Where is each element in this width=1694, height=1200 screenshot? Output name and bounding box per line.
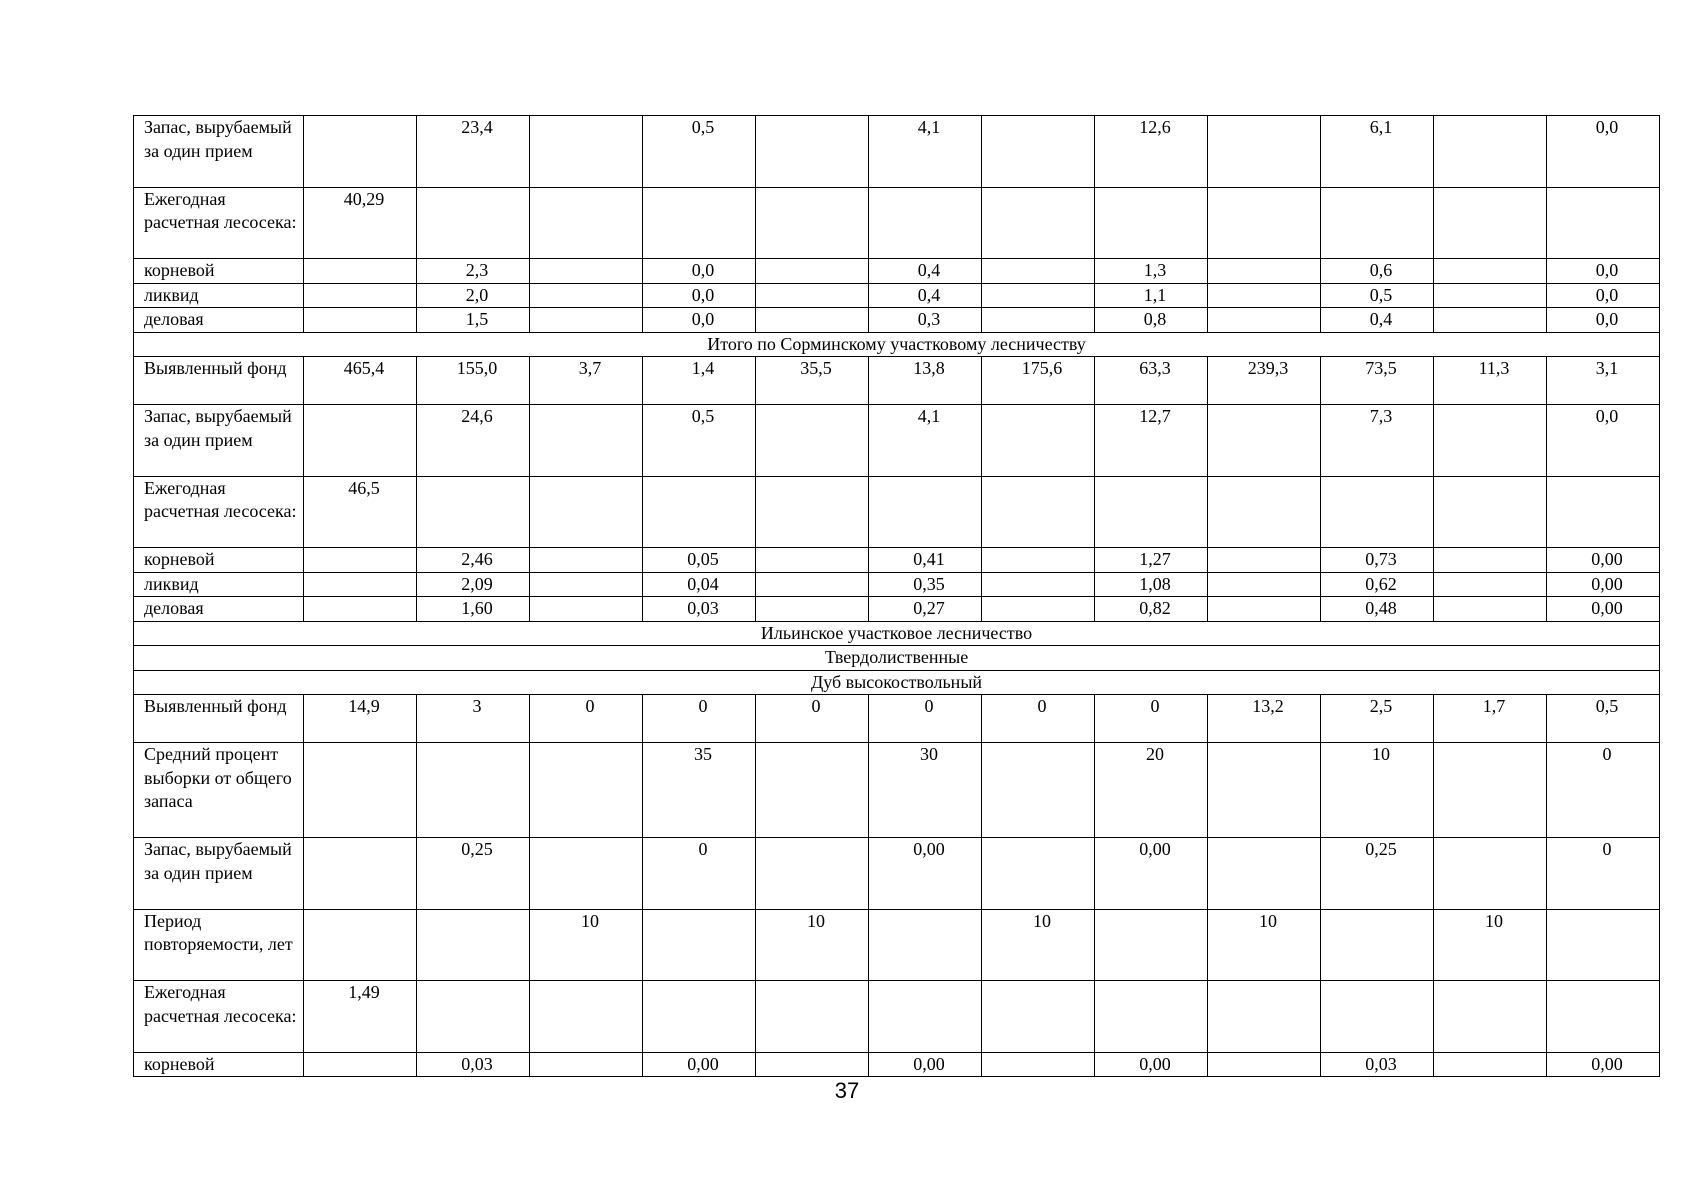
table-cell (869, 187, 982, 259)
table-cell: 20 (1095, 743, 1208, 838)
row-label: деловая (134, 308, 304, 333)
table-body (134, 116, 1660, 1077)
table-row (134, 548, 1660, 573)
table-cell (530, 476, 643, 548)
table-cell (1434, 597, 1547, 622)
table-cell: 0,4 (1321, 308, 1434, 333)
table-cell: 1,60 (417, 597, 530, 622)
table-cell (417, 476, 530, 548)
table-cell (530, 405, 643, 477)
table-cell (530, 838, 643, 910)
table-cell: 0 (530, 695, 643, 743)
table-cell (1434, 1052, 1547, 1077)
table-cell: 23,4 (417, 116, 530, 188)
table-cell (1547, 187, 1660, 259)
table-cell: 0,0 (1547, 259, 1660, 284)
table-cell: 0,25 (1321, 838, 1434, 910)
table-cell: 0,0 (1547, 405, 1660, 477)
table-cell (304, 548, 417, 573)
table-cell: 2,09 (417, 572, 530, 597)
table-cell: 1,08 (1095, 572, 1208, 597)
row-label: Запас, вырубаемый за один прием (134, 116, 304, 188)
table-cell (756, 283, 869, 308)
table-cell (530, 283, 643, 308)
table-row (134, 259, 1660, 284)
table-cell (1434, 405, 1547, 477)
table-cell: 0,05 (643, 548, 756, 573)
table-cell (304, 909, 417, 981)
table-row (134, 597, 1660, 622)
table-cell: 10 (1321, 743, 1434, 838)
table-cell: 12,7 (1095, 405, 1208, 477)
row-label: Выявленный фонд (134, 695, 304, 743)
row-label: ликвид (134, 572, 304, 597)
table-cell: 0,62 (1321, 572, 1434, 597)
table-cell (869, 981, 982, 1053)
table-cell: 0,4 (869, 259, 982, 284)
table-cell (982, 116, 1095, 188)
table-cell (1321, 187, 1434, 259)
table-cell (530, 743, 643, 838)
row-label: корневой (134, 1052, 304, 1077)
table-cell: 0 (643, 838, 756, 910)
table-cell (982, 743, 1095, 838)
table-cell: 0,00 (1547, 548, 1660, 573)
table-cell (1434, 548, 1547, 573)
table-cell (304, 838, 417, 910)
table-cell: 0,8 (1095, 308, 1208, 333)
table-cell (643, 476, 756, 548)
table-cell (1321, 909, 1434, 981)
row-label: Выявленный фонд (134, 357, 304, 405)
table-cell (417, 909, 530, 981)
table-cell (530, 548, 643, 573)
table-cell (756, 597, 869, 622)
table-cell (304, 405, 417, 477)
table-cell: 0,4 (869, 283, 982, 308)
table-cell (982, 259, 1095, 284)
table-cell: 10 (1208, 909, 1321, 981)
table-cell: 0,03 (643, 597, 756, 622)
table-cell (1547, 981, 1660, 1053)
table-cell: 4,1 (869, 116, 982, 188)
table-cell (530, 1052, 643, 1077)
table-cell: 73,5 (1321, 357, 1434, 405)
table-cell: 0,6 (1321, 259, 1434, 284)
table-cell: 0,03 (1321, 1052, 1434, 1077)
table-cell: 0,0 (1547, 116, 1660, 188)
table-cell: 11,3 (1434, 357, 1547, 405)
table-cell: 175,6 (982, 357, 1095, 405)
table-cell: 0,0 (643, 308, 756, 333)
table-row (134, 572, 1660, 597)
table-cell: 0,48 (1321, 597, 1434, 622)
table-cell: 0,5 (1547, 695, 1660, 743)
table-cell (1321, 981, 1434, 1053)
table-cell: 0,73 (1321, 548, 1434, 573)
table-cell (869, 476, 982, 548)
table-cell: 14,9 (304, 695, 417, 743)
table-cell: 4,1 (869, 405, 982, 477)
table-cell (756, 548, 869, 573)
table-cell: 0 (643, 695, 756, 743)
table-cell (643, 981, 756, 1053)
table-cell (1095, 187, 1208, 259)
table-cell: 10 (756, 909, 869, 981)
table-cell: 1,4 (643, 357, 756, 405)
table-cell (417, 743, 530, 838)
table-cell (1547, 909, 1660, 981)
table-cell: 0,27 (869, 597, 982, 622)
table-row (134, 909, 1660, 981)
table-cell (982, 981, 1095, 1053)
table-row (134, 405, 1660, 477)
table-cell: 30 (869, 743, 982, 838)
table-cell: 0,00 (869, 838, 982, 910)
table-cell (417, 981, 530, 1053)
row-label: Запас, вырубаемый за один прием (134, 405, 304, 477)
table-cell: 0 (1547, 743, 1660, 838)
table-cell: 0,3 (869, 308, 982, 333)
table-cell (530, 981, 643, 1053)
table-row (134, 308, 1660, 333)
row-label: корневой (134, 259, 304, 284)
table-cell (982, 1052, 1095, 1077)
table-row (134, 283, 1660, 308)
table-cell: 0 (982, 695, 1095, 743)
table-cell: 465,4 (304, 357, 417, 405)
table-cell: 239,3 (1208, 357, 1321, 405)
table-cell (1095, 909, 1208, 981)
table-cell: 0 (756, 695, 869, 743)
table-cell (982, 548, 1095, 573)
table-cell (1434, 743, 1547, 838)
table-cell (1208, 1052, 1321, 1077)
table-row (134, 187, 1660, 259)
table-cell: 0,00 (1547, 572, 1660, 597)
table-cell: 1,1 (1095, 283, 1208, 308)
table-cell (1434, 116, 1547, 188)
table-cell: 40,29 (304, 187, 417, 259)
table-cell: 2,5 (1321, 695, 1434, 743)
table-cell: 0 (1547, 838, 1660, 910)
table-cell (1095, 981, 1208, 1053)
table-cell (530, 597, 643, 622)
table-cell: 0,00 (1095, 1052, 1208, 1077)
row-label: Период повторяемости, лет (134, 909, 304, 981)
table-row (134, 476, 1660, 548)
table-cell: 0,0 (1547, 283, 1660, 308)
table-cell: 0,00 (643, 1052, 756, 1077)
table-cell (1208, 981, 1321, 1053)
table-cell: 13,2 (1208, 695, 1321, 743)
table-cell (1434, 838, 1547, 910)
table-cell: 63,3 (1095, 357, 1208, 405)
table-cell: 10 (982, 909, 1095, 981)
table-cell: 0,41 (869, 548, 982, 573)
table-cell: 0,0 (643, 283, 756, 308)
section-title: Твердолиственные (134, 646, 1660, 671)
table-cell: 0 (1095, 695, 1208, 743)
table-cell (643, 187, 756, 259)
table-cell: 0,25 (417, 838, 530, 910)
table-row (134, 1052, 1660, 1077)
table-cell (982, 308, 1095, 333)
table-cell: 46,5 (304, 476, 417, 548)
section-title: Ильинское участковое лесничество (134, 621, 1660, 646)
table-cell (982, 572, 1095, 597)
table-cell (1434, 981, 1547, 1053)
table-cell (530, 259, 643, 284)
table-cell: 2,3 (417, 259, 530, 284)
section-header-row (134, 332, 1660, 357)
table-cell (643, 909, 756, 981)
table-cell (756, 981, 869, 1053)
table-cell (530, 572, 643, 597)
section-title: Итого по Сорминскому участковому лесничеству (134, 332, 1660, 357)
table-cell: 0,04 (643, 572, 756, 597)
table-cell (869, 909, 982, 981)
table-row (134, 695, 1660, 743)
table-cell: 0,00 (1095, 838, 1208, 910)
table-row (134, 981, 1660, 1053)
table-cell (982, 476, 1095, 548)
table-cell (1321, 476, 1434, 548)
table-cell (1208, 283, 1321, 308)
table-cell (1208, 187, 1321, 259)
table-cell (304, 597, 417, 622)
table-cell (1208, 476, 1321, 548)
table-cell: 0,00 (1547, 597, 1660, 622)
table-cell: 3,7 (530, 357, 643, 405)
table-cell: 0,5 (643, 405, 756, 477)
row-label: Запас, вырубаемый за один прием (134, 838, 304, 910)
table-cell: 0,0 (1547, 308, 1660, 333)
table-cell (1208, 597, 1321, 622)
table-cell (530, 187, 643, 259)
table-cell (756, 743, 869, 838)
table-cell (304, 308, 417, 333)
table-cell (982, 187, 1095, 259)
table-cell: 0,82 (1095, 597, 1208, 622)
table-cell: 6,1 (1321, 116, 1434, 188)
table-cell: 1,5 (417, 308, 530, 333)
table-cell (1208, 116, 1321, 188)
table-cell (304, 572, 417, 597)
table-cell: 0 (869, 695, 982, 743)
table-cell (304, 283, 417, 308)
table-cell: 0,00 (869, 1052, 982, 1077)
table-cell: 3 (417, 695, 530, 743)
table-cell (1208, 572, 1321, 597)
table-cell: 12,6 (1095, 116, 1208, 188)
table-cell (1095, 476, 1208, 548)
table-cell (1434, 283, 1547, 308)
table-cell (1208, 259, 1321, 284)
table-cell (1434, 308, 1547, 333)
table-cell: 35,5 (756, 357, 869, 405)
table-cell: 1,3 (1095, 259, 1208, 284)
table-cell (1434, 187, 1547, 259)
table-cell (1547, 476, 1660, 548)
table-cell: 0,00 (1547, 1052, 1660, 1077)
table-cell: 0,35 (869, 572, 982, 597)
table-cell (1208, 405, 1321, 477)
table-cell (1208, 308, 1321, 333)
table-cell: 0,0 (643, 259, 756, 284)
table-cell (756, 1052, 869, 1077)
table-row (134, 116, 1660, 188)
table-row (134, 357, 1660, 405)
table-cell (304, 116, 417, 188)
table-cell (982, 838, 1095, 910)
table-cell (756, 259, 869, 284)
table-cell (756, 572, 869, 597)
table-cell: 1,27 (1095, 548, 1208, 573)
row-label: деловая (134, 597, 304, 622)
table-cell (417, 187, 530, 259)
row-label: Средний процент выборки от общего запаса (134, 743, 304, 838)
table-cell: 24,6 (417, 405, 530, 477)
table-cell (756, 187, 869, 259)
table-cell (304, 1052, 417, 1077)
table-cell (530, 116, 643, 188)
table-cell (1208, 838, 1321, 910)
table-cell: 0,03 (417, 1052, 530, 1077)
row-label: Ежегодная расчетная лесосека: (134, 476, 304, 548)
table-cell (982, 405, 1095, 477)
table-cell (756, 116, 869, 188)
row-label: корневой (134, 548, 304, 573)
table-cell (530, 308, 643, 333)
forest-table (133, 115, 1660, 1077)
table-cell (756, 405, 869, 477)
table-cell (1208, 548, 1321, 573)
table-cell: 10 (1434, 909, 1547, 981)
row-label: Ежегодная расчетная лесосека: (134, 981, 304, 1053)
section-header-row (134, 646, 1660, 671)
table-cell (304, 259, 417, 284)
row-label: ликвид (134, 283, 304, 308)
page-number: 37 (834, 1078, 860, 1103)
table-cell: 155,0 (417, 357, 530, 405)
table-cell: 3,1 (1547, 357, 1660, 405)
table-cell: 1,7 (1434, 695, 1547, 743)
table-cell: 2,46 (417, 548, 530, 573)
table-cell (756, 476, 869, 548)
table-row (134, 743, 1660, 838)
table-cell: 0,5 (643, 116, 756, 188)
table-cell: 0,5 (1321, 283, 1434, 308)
table-cell (982, 597, 1095, 622)
section-header-row (134, 670, 1660, 695)
table-cell (1208, 743, 1321, 838)
row-label: Ежегодная расчетная лесосека: (134, 187, 304, 259)
table-cell: 2,0 (417, 283, 530, 308)
table-cell: 13,8 (869, 357, 982, 405)
table-cell (982, 283, 1095, 308)
table-cell (756, 308, 869, 333)
table-cell (304, 743, 417, 838)
table-row (134, 838, 1660, 910)
table-cell (1434, 572, 1547, 597)
table-cell: 1,49 (304, 981, 417, 1053)
table-cell: 10 (530, 909, 643, 981)
table-cell (1434, 476, 1547, 548)
section-title: Дуб высокоствольный (134, 670, 1660, 695)
table-cell (1434, 259, 1547, 284)
section-header-row (134, 621, 1660, 646)
table-cell (756, 838, 869, 910)
table-cell: 35 (643, 743, 756, 838)
table-cell: 7,3 (1321, 405, 1434, 477)
